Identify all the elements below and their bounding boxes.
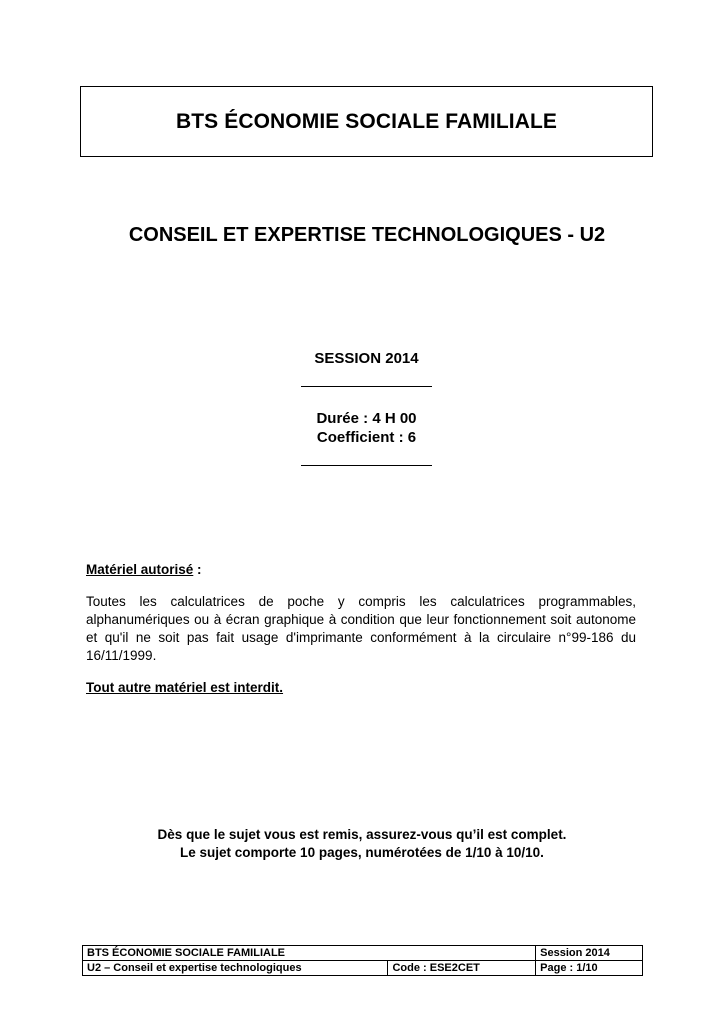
footer-row-1 bbox=[83, 946, 643, 961]
footer-session: Session 2014 bbox=[536, 946, 643, 961]
footer-table bbox=[82, 945, 643, 976]
duration: Durée : 4 H 00 bbox=[316, 410, 417, 427]
divider-top bbox=[301, 386, 432, 387]
forbidden-notice: Tout autre matériel est interdit. bbox=[86, 680, 284, 695]
coefficient: Coefficient : 6 bbox=[316, 429, 417, 446]
completeness-notice bbox=[0, 826, 724, 862]
materiel-label-suffix: : bbox=[193, 562, 202, 577]
materiel-heading bbox=[86, 561, 636, 579]
duration-block bbox=[300, 409, 433, 447]
session-label: SESSION 2014 bbox=[314, 350, 419, 367]
footer-row-2 bbox=[83, 961, 643, 976]
footer-page: Page : 1/10 bbox=[536, 961, 643, 976]
footer-code: Code : ESE2CET bbox=[388, 961, 536, 976]
notice-line-2: Le sujet comporte 10 pages, numérotées de 1/10 à 10/10. bbox=[180, 845, 544, 860]
divider-bottom bbox=[301, 465, 432, 466]
footer-subject: U2 – Conseil et expertise technologiques bbox=[83, 961, 388, 976]
materiel-paragraph: Toutes les calculatrices de poche y compris les calculatrices programmables, alphanumériques ou à écran graphique à condition que leur fonctionnement soit autonome et qu'il ne soit pas fait usage d'imprimante conformément à la circulaire n°99-186 du 16/11/1999. bbox=[86, 594, 636, 663]
materiel-label: Matériel autorisé bbox=[86, 562, 194, 577]
exam-title: BTS ÉCONOMIE SOCIALE FAMILIALE bbox=[175, 109, 557, 133]
exam-title-box bbox=[80, 86, 653, 157]
subject-title: CONSEIL ET EXPERTISE TECHNOLOGIQUES - U2 bbox=[128, 224, 606, 246]
notice-line-1: Dès que le sujet vous est remis, assurez-vous qu’il est complet. bbox=[157, 827, 567, 842]
footer-exam: BTS ÉCONOMIE SOCIALE FAMILIALE bbox=[83, 946, 536, 961]
